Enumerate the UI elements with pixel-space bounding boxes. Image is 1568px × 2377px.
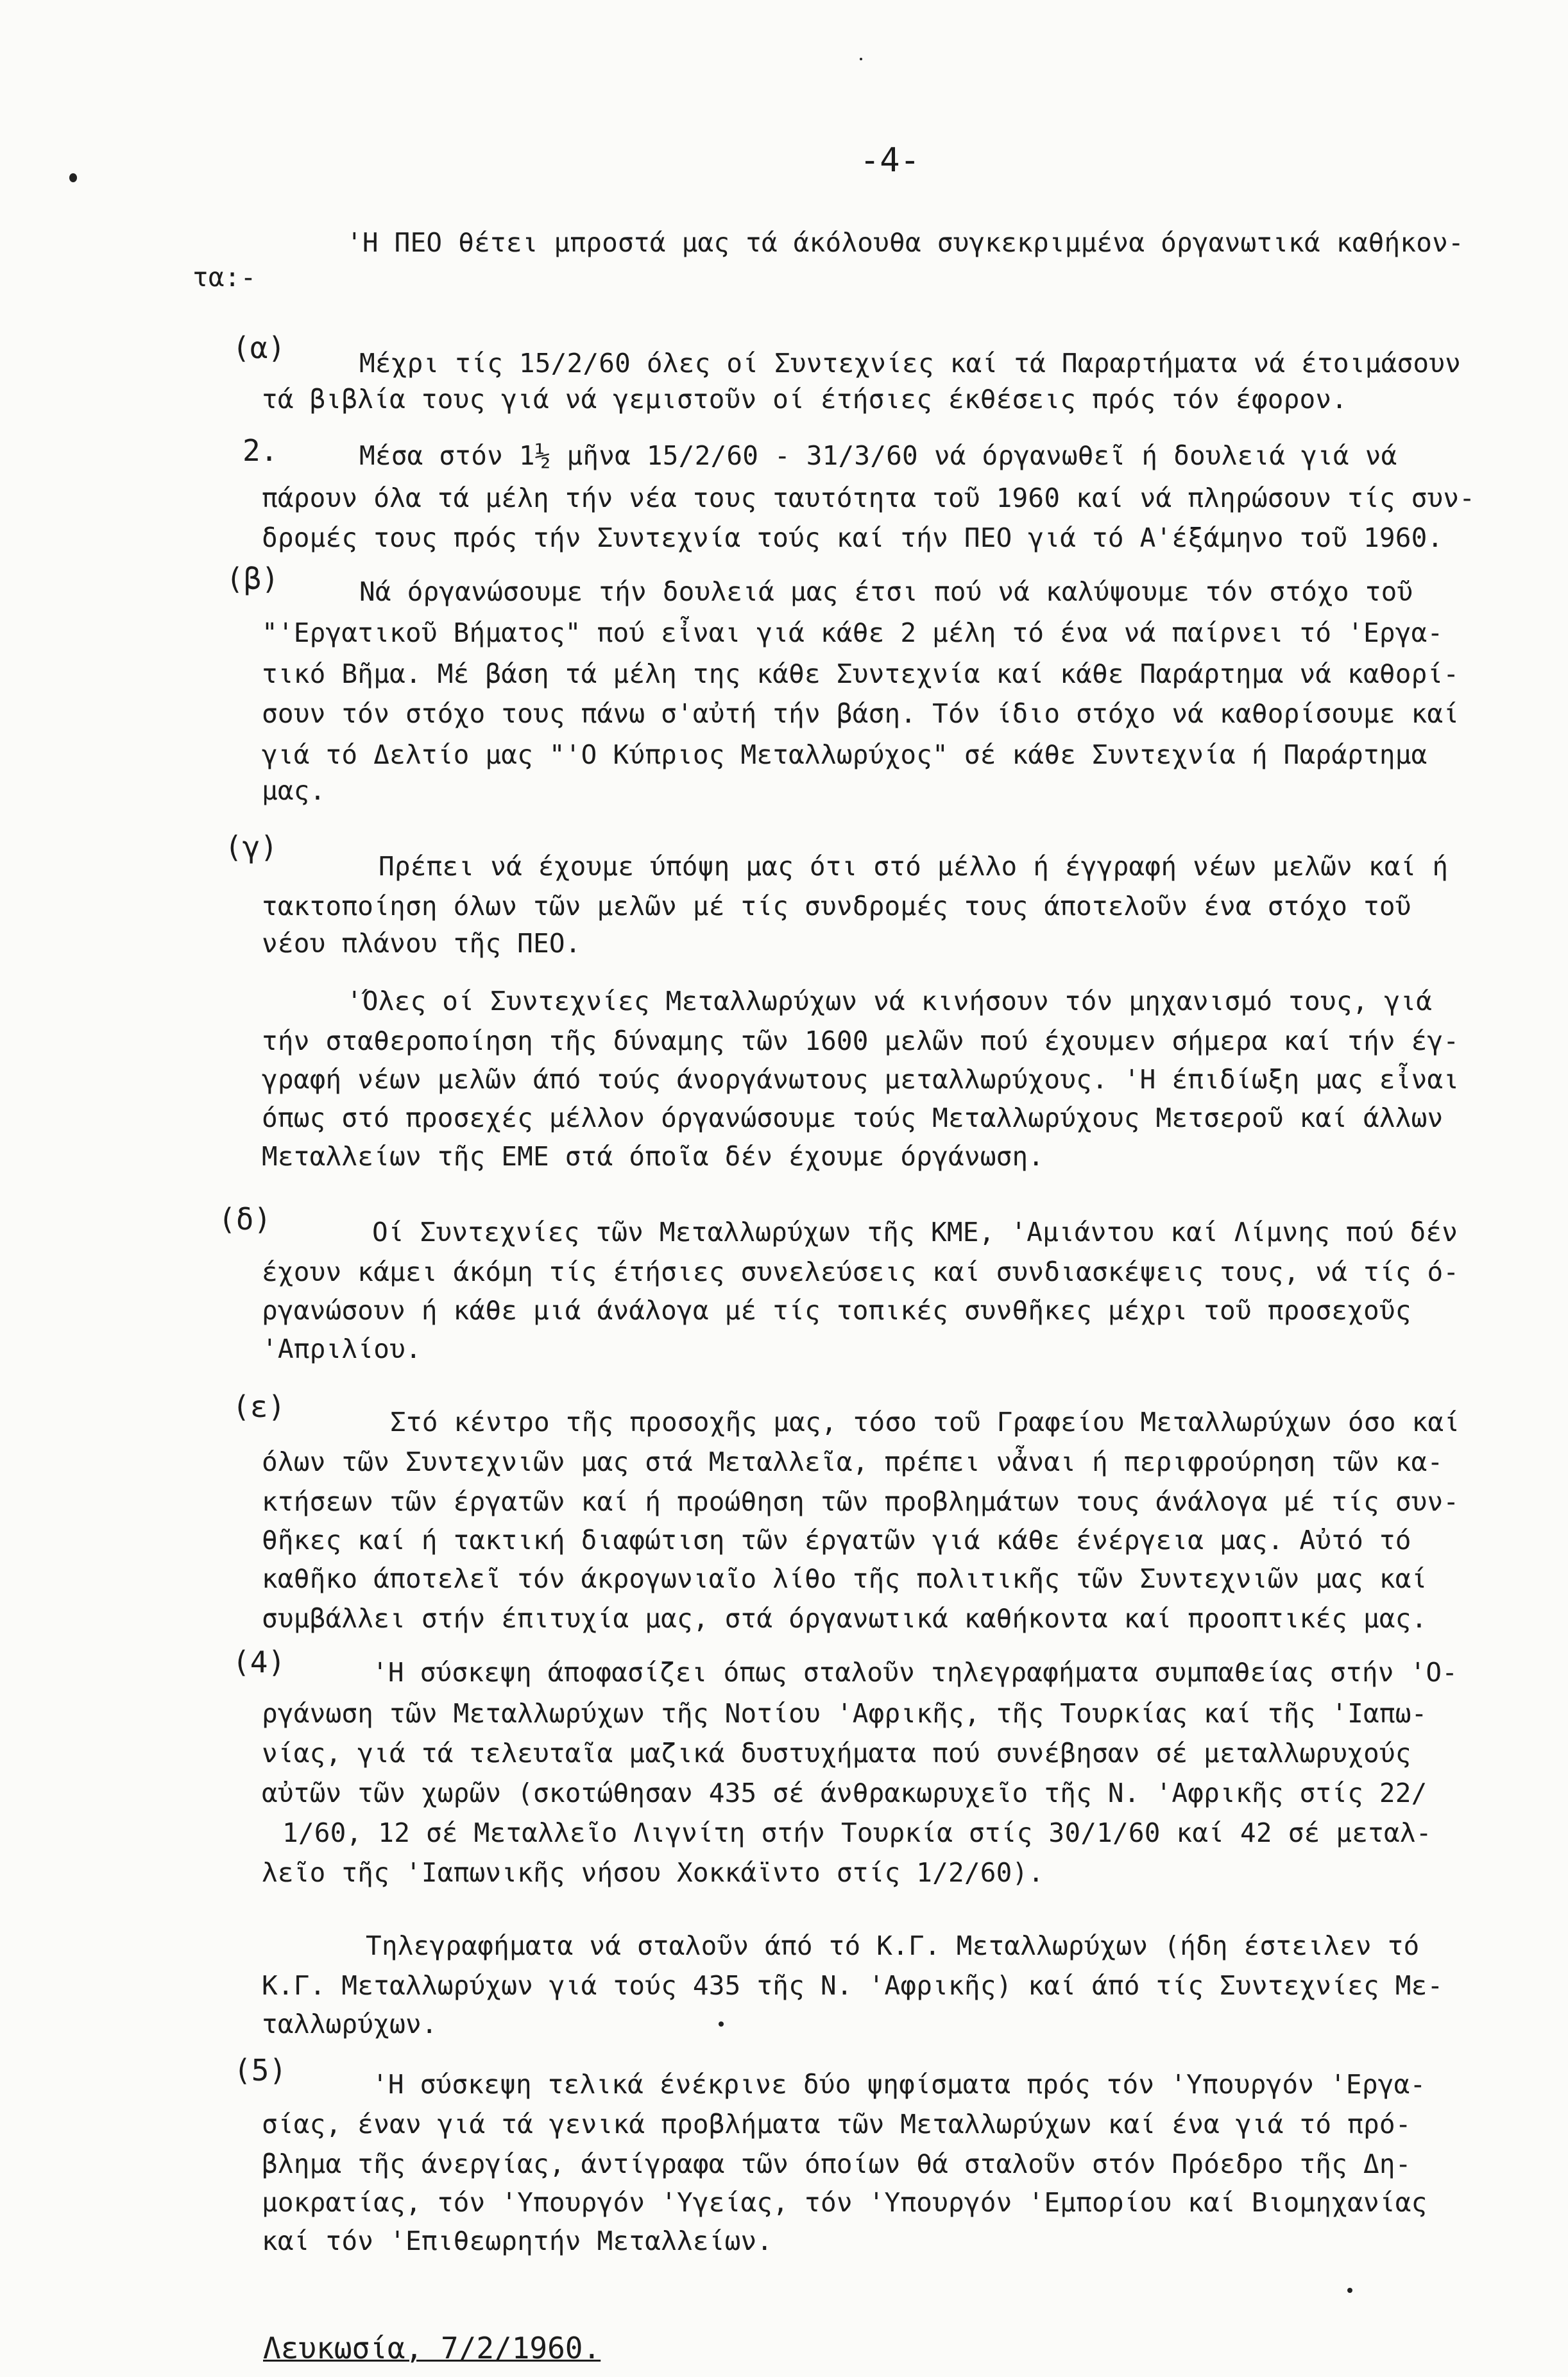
item-5-line: βλημα τῆς άνεργίας, άντίγραφα τῶν όποίων θά σταλοῦν στόν Πρόεδρο τῆς Δη- [262, 2149, 1411, 2179]
item-5-marker: (5) [234, 2053, 287, 2088]
item-b-line: Νά όργανώσουμε τήν δουλειά μας έτσι πού νά καλύψουμε τόν στόχο τοῦ [359, 576, 1413, 607]
place-date: Λευκωσία, 7/2/1960. [263, 2331, 601, 2365]
intro-line: τα:- [192, 262, 257, 293]
item-4-para2-line: Τηλεγραφήματα νά σταλοῦν άπό τό Κ.Γ. Μεταλλωρύχων (ήδη έστειλεν τό [366, 1930, 1420, 1961]
intro-line: 'Η ΠΕΟ θέτει μπροστά μας τά άκόλουθα συγκεκριμμένα όργανωτικά καθήκον- [346, 227, 1464, 258]
scan-speck [69, 173, 77, 182]
item-b-line: γιά τό Δελτίο μας "'Ο Κύπριος Μεταλλωρύχος" σέ κάθε Συντεχνία ή Παράρτημα [262, 739, 1427, 770]
item-a-line: τά βιβλία τους γιά νά γεμιστοῦν οί έτήσιες έκθέσεις πρός τόν έφορον. [262, 384, 1348, 415]
item-e-line: συμβάλλει στήν έπιτυχία μας, στά όργανωτικά καθήκοντα καί προοπτικές μας. [262, 1603, 1427, 1634]
item-c-para2-line: Μεταλλείων τῆς ΕΜΕ στά όποῖα δέν έχουμε όργάνωση. [262, 1141, 1044, 1172]
item-e-line: καθῆκο άποτελεῖ τόν άκρογωνιαῖο λίθο τῆς πολιτικῆς τῶν Συντεχνιῶν μας καί [262, 1563, 1427, 1594]
item-d-line: 'Απριλίου. [262, 1334, 422, 1364]
item-a-marker: (α) [232, 330, 286, 365]
page-number: -4- [860, 141, 920, 180]
item-e-line: θῆκες καί ή τακτική διαφώτιση τῶν έργατῶν γιά κάθε ένέργεια μας. Αὐτό τό [262, 1525, 1411, 1556]
item-4-line: ργάνωση τῶν Μεταλλωρύχων τῆς Νοτίου 'Αφρικῆς, τῆς Τουρκίας καί τῆς 'Ιαπω- [262, 1698, 1427, 1729]
item-c-line: νέου πλάνου τῆς ΠΕΟ. [262, 928, 581, 959]
item-d-line: Οί Συντεχνίες τῶν Μεταλλωρύχων τῆς ΚΜΕ, 'Αμιάντου καί Λίμνης πού δέν [372, 1217, 1458, 1248]
item-4-line: 'Η σύσκεψη άποφασίζει όπως σταλοῦν τηλεγραφήματα συμπαθείας στήν 'Ο- [372, 1657, 1458, 1688]
scan-speck [719, 2021, 724, 2027]
item-e-line: Στό κέντρο τῆς προσοχῆς μας, τόσο τοῦ Γραφείου Μεταλλωρύχων όσο καί [390, 1407, 1460, 1437]
item-4-para2-line: Κ.Γ. Μεταλλωρύχων γιά τούς 435 τῆς Ν. 'Αφρικῆς) καί άπό τίς Συντεχνίες Με- [262, 1970, 1444, 2001]
item-c-marker: (γ) [225, 830, 278, 864]
item-4-marker: (4) [232, 1645, 286, 1679]
item-d-line: έχουν κάμει άκόμη τίς έτήσιες συνελεύσεις καί συνδιασκέψεις τους, νά τίς ό- [262, 1257, 1460, 1287]
item-5-line: σίας, έναν γιά τά γενικά προβλήματα τῶν Μεταλλωρύχων καί ένα γιά τό πρό- [262, 2109, 1411, 2140]
scan-speck [1347, 2288, 1352, 2293]
item-c-para2-line: τήν σταθεροποίηση τῆς δύναμης τῶν 1600 μελῶν πού έχουμεν σήμερα καί τήν έγ- [262, 1025, 1460, 1056]
item-4-line: 1/60, 12 σέ Μεταλλεῖο Λιγνίτη στήν Τουρκία στίς 30/1/60 καί 42 σέ μεταλ- [282, 1817, 1432, 1848]
item-c-line: τακτοποίηση όλων τῶν μελῶν μέ τίς συνδρομές τους άποτελοῦν ένα στόχο τοῦ [262, 891, 1411, 922]
item-e-line: όλων τῶν Συντεχνιῶν μας στά Μεταλλεῖα, πρέπει νἆναι ή περιφρούρηση τῶν κα- [262, 1446, 1444, 1477]
scan-speck [860, 58, 862, 60]
item-b-line: "'Εργατικοῦ Βήματος" πού εἶναι γιά κάθε 2 μέλη τό ένα νά παίρνει τό 'Εργα- [262, 617, 1444, 648]
item-2-line: πάρουν όλα τά μέλη τήν νέα τους ταυτότητα τοῦ 1960 καί νά πληρώσουν τίς συν- [262, 483, 1476, 513]
item-e-line: κτήσεων τῶν έργατῶν καί ή προώθηση τῶν προβλημάτων τους άνάλογα μέ τίς συν- [262, 1486, 1460, 1517]
item-c-para2-line: όπως στό προσεχές μέλλον όργανώσουμε τούς Μεταλλωρύχους Μετσεροῦ καί άλλων [262, 1103, 1444, 1133]
item-c-para2-line: 'Όλες οί Συντεχνίες Μεταλλωρύχων νά κινήσουν τόν μηχανισμό τους, γιά [346, 986, 1433, 1017]
item-b-line: σουν τόν στόχο τους πάνω σ'αὐτή τήν βάση. Τόν ίδιο στόχο νά καθορίσουμε καί [262, 698, 1460, 729]
item-c-line: Πρέπει νά έχουμε ύπόψη μας ότι στό μέλλο ή έγγραφή νέων μελῶν καί ή [379, 851, 1449, 882]
item-a-line: Μέχρι τίς 15/2/60 όλες οί Συντεχνίες καί τά Παραρτήματα νά έτοιμάσουν [359, 348, 1461, 379]
item-d-line: ργανώσουν ή κάθε μιά άνάλογα μέ τίς τοπικές συνθῆκες μέχρι τοῦ προσεχοῦς [262, 1295, 1411, 1326]
item-c-para2-line: γραφή νέων μελῶν άπό τούς άνοργάνωτους μεταλλωρύχους. 'Η έπιδίωξη μας εἶναι [262, 1064, 1460, 1095]
item-e-marker: (ε) [232, 1389, 286, 1424]
item-d-marker: (δ) [218, 1202, 272, 1237]
item-b-line: τικό Βῆμα. Μέ βάση τά μέλη της κάθε Συντεχνία καί κάθε Παράρτημα νά καθορί- [262, 658, 1460, 689]
item-2-line: δρομές τους πρός τήν Συντεχνία τούς καί τήν ΠΕΟ γιά τό Α'έξάμηνο τοῦ 1960. [262, 522, 1444, 553]
item-4-line: λεῖο τῆς 'Ιαπωνικῆς νήσου Χοκκάϊντο στίς 1/2/60). [262, 1857, 1044, 1888]
item-4-line: αὐτῶν τῶν χωρῶν (σκοτώθησαν 435 σέ άνθρακωρυχεῖο τῆς Ν. 'Αφρικῆς στίς 22/ [262, 1778, 1427, 1808]
item-b-line: μας. [262, 775, 326, 806]
item-4-para2-line: ταλλωρύχων. [262, 2009, 438, 2039]
item-5-line: 'Η σύσκεψη τελικά ένέκρινε δύο ψηφίσματα πρός τόν 'Υπουργόν 'Εργα- [372, 2069, 1426, 2100]
item-2-line: Μέσα στόν 1½ μῆνα 15/2/60 - 31/3/60 νά όργανωθεῖ ή δουλειά γιά νά [359, 440, 1397, 471]
item-5-line: καί τόν 'Επιθεωρητήν Μεταλλείων. [262, 2226, 773, 2256]
item-b-marker: (β) [226, 562, 280, 596]
item-2-marker: 2. [243, 433, 278, 468]
item-5-line: μοκρατίας, τόν 'Υπουργόν 'Υγείας, τόν 'Υπουργόν 'Εμπορίου καί Βιομηχανίας [262, 2187, 1427, 2218]
item-4-line: νίας, γιά τά τελευταῖα μαζικά δυστυχήματα πού συνέβησαν σέ μεταλλωρυχούς [262, 1738, 1411, 1769]
